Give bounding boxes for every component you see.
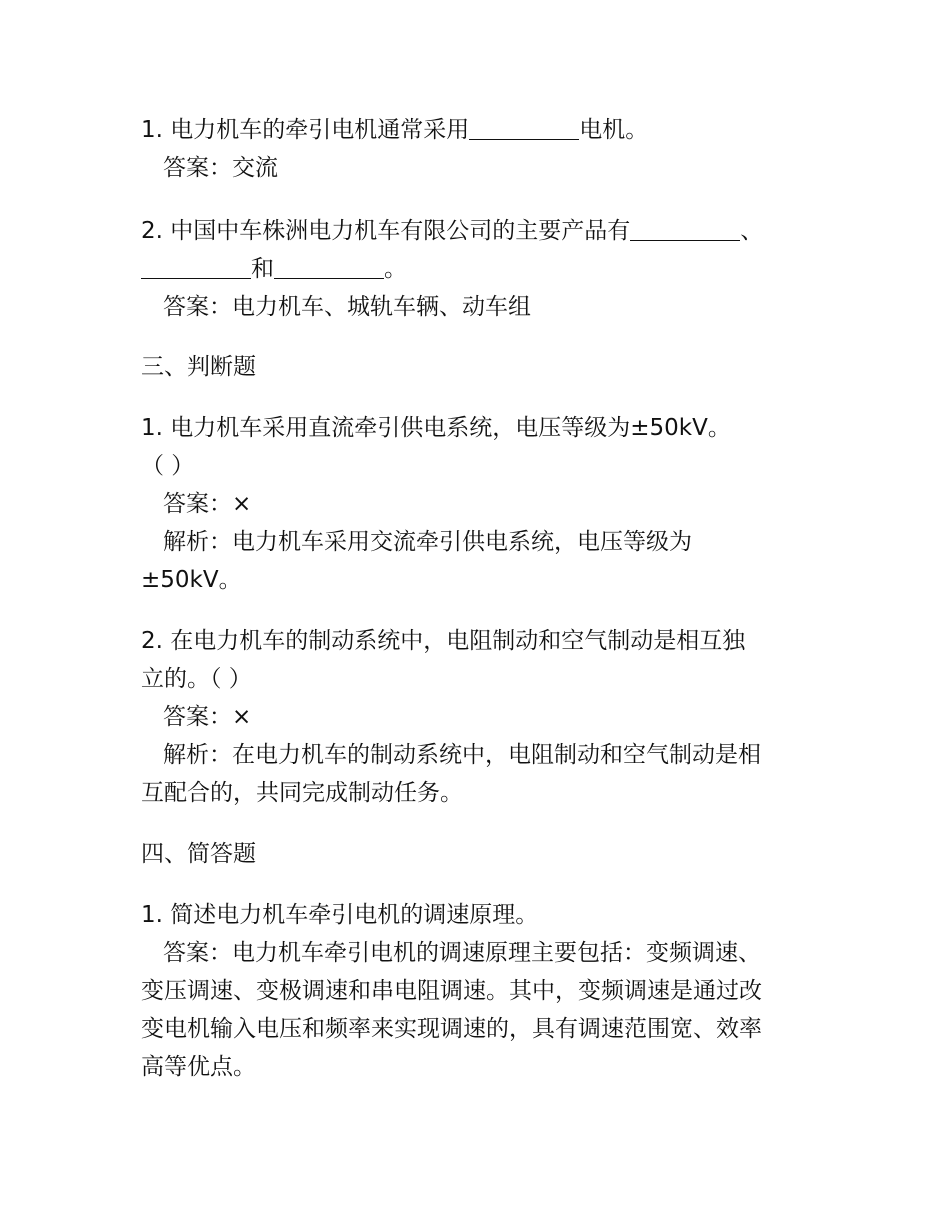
answer-blank — [630, 212, 740, 241]
judgment-question-2-line-2: 立的。（ ） — [141, 666, 252, 692]
fill-question-2-answer: 答案：电力机车、城轨车辆、动车组 — [163, 294, 531, 320]
answer-blank — [274, 250, 384, 279]
fill-question-2-line-1 — [141, 212, 821, 250]
judgment-question-2-explanation-line-2: 互配合的，共同完成制动任务。 — [141, 780, 463, 806]
judgment-question-1-explanation-line-1: 解析：电力机车采用交流牵引供电系统，电压等级为 — [163, 529, 692, 555]
short-answer-question-1: 1. 简述电力机车牵引电机的调速原理。 — [141, 902, 539, 928]
fill-question-2-separator-1: 、 — [740, 218, 764, 244]
fill-question-2-line-2 — [141, 250, 821, 288]
judgment-question-1-line-1: 1. 电力机车采用直流牵引供电系统，电压等级为±50kV。 — [141, 415, 731, 441]
short-answer-1-answer-line-3: 变电机输入电压和频率来实现调速的，具有调速范围宽、效率 — [141, 1016, 762, 1042]
short-answer-1-answer-line-4: 高等优点。 — [141, 1054, 256, 1080]
section-heading-judgment: 三、判断题 — [141, 354, 256, 380]
fill-question-1-answer: 答案：交流 — [163, 155, 278, 181]
short-answer-1-answer-line-2: 变压调速、变极调速和串电阻调速。其中，变频调速是通过改 — [141, 978, 762, 1004]
fill-question-1-suffix: 电机。 — [579, 117, 649, 143]
section-heading-short-answer: 四、简答题 — [141, 841, 256, 867]
judgment-question-1-line-2: （ ） — [141, 453, 195, 479]
judgment-question-2-explanation-line-1: 解析：在电力机车的制动系统中，电阻制动和空气制动是相 — [163, 742, 761, 768]
fill-question-2-prefix: 2. 中国中车株洲电力机车有限公司的主要产品有 — [141, 218, 631, 244]
answer-blank — [469, 111, 579, 140]
short-answer-1-answer-line-1: 答案：电力机车牵引电机的调速原理主要包括：变频调速、 — [163, 940, 761, 966]
judgment-question-1-explanation-line-2: ±50kV。 — [141, 567, 242, 593]
fill-question-1 — [141, 111, 821, 149]
fill-question-2-suffix: 。 — [384, 256, 407, 282]
fill-question-2-separator-2: 和 — [251, 256, 274, 282]
judgment-question-2-answer: 答案：× — [163, 704, 252, 730]
fill-question-1-prefix: 1. 电力机车的牵引电机通常采用 — [141, 117, 470, 143]
judgment-question-2-line-1: 2. 在电力机车的制动系统中，电阻制动和空气制动是相互独 — [141, 628, 746, 654]
answer-blank — [141, 250, 251, 279]
judgment-question-1-answer: 答案：× — [163, 491, 252, 517]
